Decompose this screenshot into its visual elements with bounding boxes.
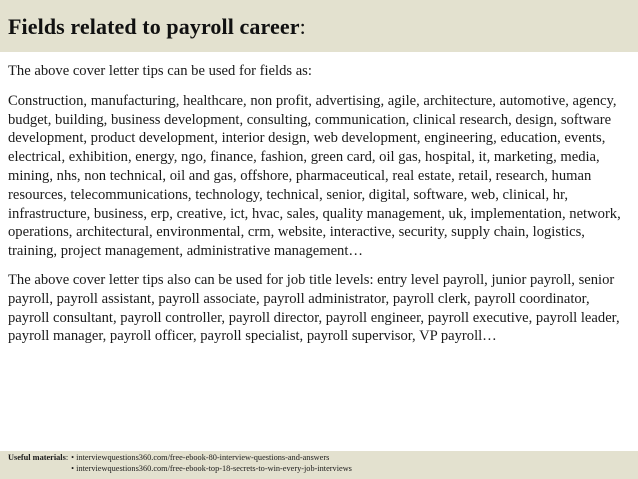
footer-label-group: [8, 453, 68, 474]
job-levels-paragraph: The above cover letter tips also can be used for job title levels: entry level payroll, junior payroll, senior payroll, payroll assistant, payroll associate, payroll administrator, payroll clerk, payroll coordinator, payroll consultant, payroll controller, payroll director, payroll engineer, payroll executive, payroll leader, payroll manager, payroll officer, payroll specialist, payroll supervisor, VP payroll…: [8, 271, 620, 345]
fields-paragraph: Construction, manufacturing, healthcare, non profit, advertising, agile, architecture, automotive, agency, budget, building, business development, consulting, communication, clinical research, design, software development, product development, interior design, web development, engineering, education, events, electrical, exhibition, energy, ngo, finance, fashion, green card, oil gas, hospital, it, marketing, media, mining, nhs, non technical, oil and gas, offshore, pharmaceutical, real estate, retail, research, human resources, telecommunications, technology, technical, senior, digital, software, web, clinical, hr, infrastructure, business, erp, creative, ict, hvac, sales, quality management, uk, implementation, network, operations, architectural, environmental, crm, website, interactive, security, supply chain, logistics, training, project management, administrative management…: [8, 92, 621, 260]
footer-link[interactable]: • interviewquestions360.com/free-ebook-top-18-secrets-to-win-every-job-interviews: [71, 463, 352, 473]
footer: [8, 453, 352, 474]
footer-links: [71, 453, 352, 474]
footer-label-separator: :: [65, 453, 69, 462]
slide-title-colon: :: [299, 14, 306, 39]
footer-link[interactable]: • interviewquestions360.com/free-ebook-80-interview-questions-and-answers: [71, 453, 330, 462]
slide-content: [8, 62, 632, 356]
intro-text: The above cover letter tips can be used for fields as:: [8, 63, 312, 79]
slide-title-text: Fields related to payroll career: [8, 14, 300, 39]
slide-title: [8, 14, 306, 40]
footer-label: Useful materials: [8, 453, 66, 462]
